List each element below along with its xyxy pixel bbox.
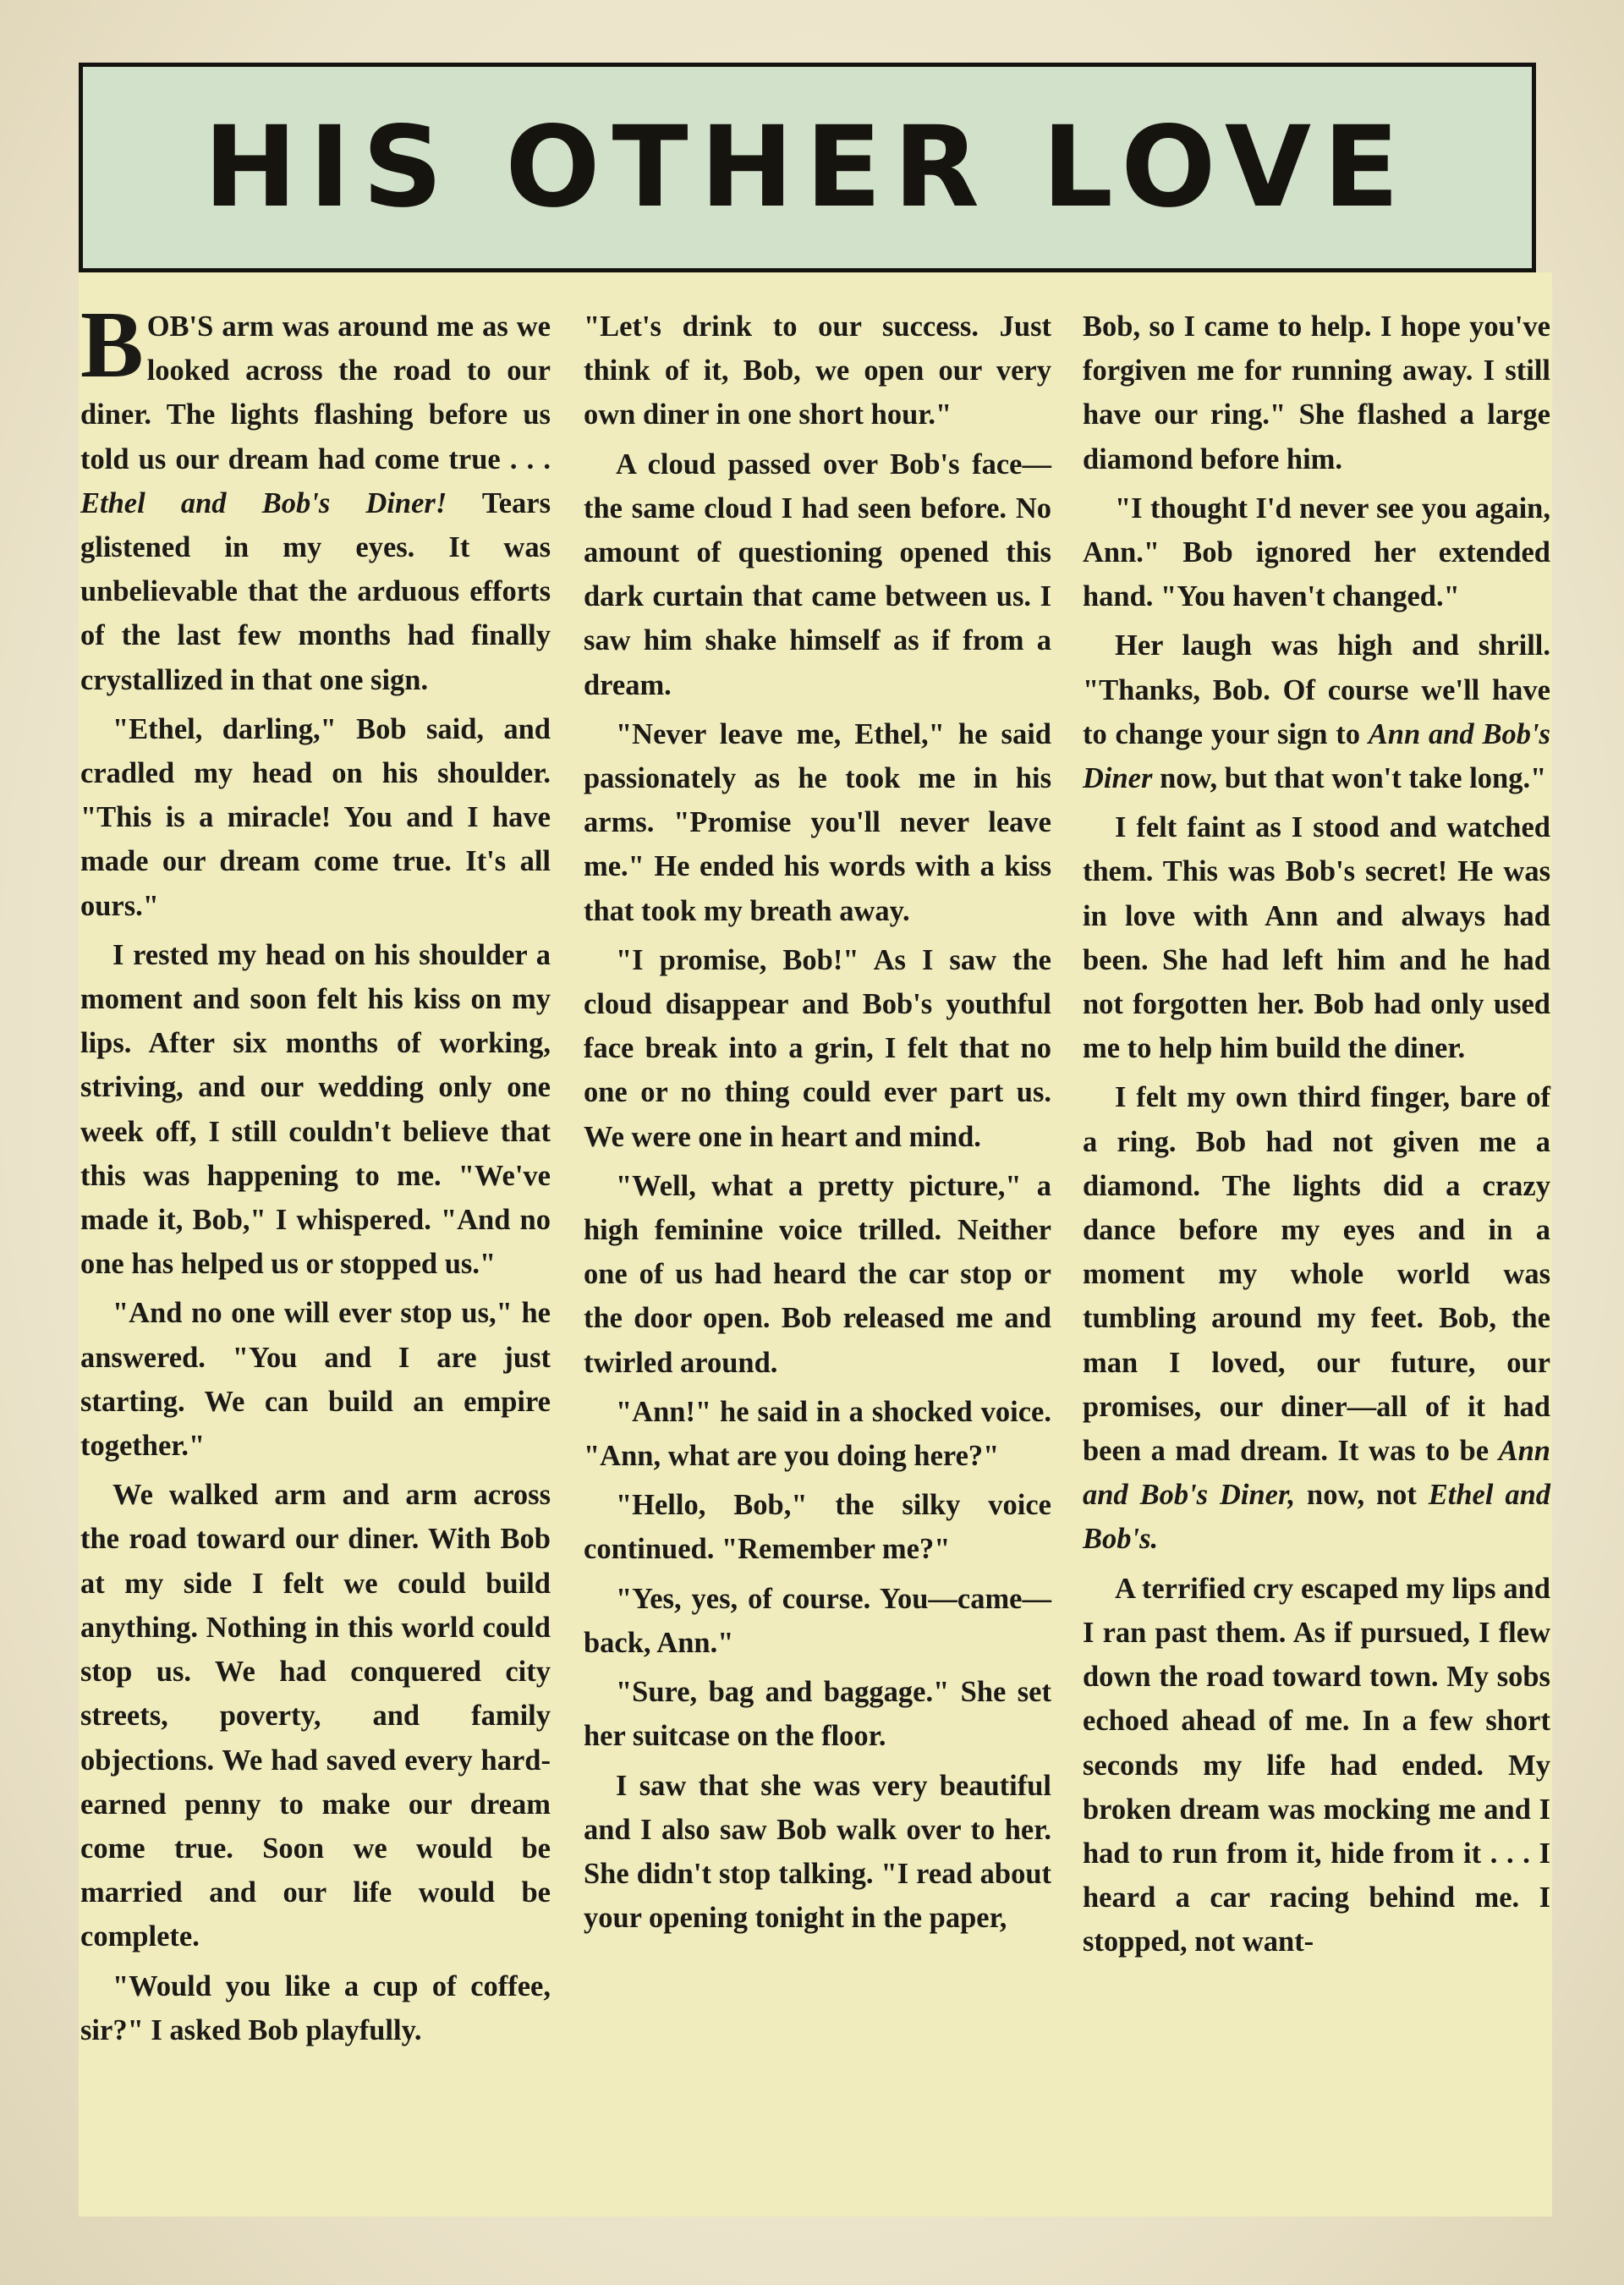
paragraph-text: "Yes, yes, of course. You—came—back, Ann." <box>584 1582 1051 1659</box>
paragraph-text: "Ann!" he said in a shocked voice. "Ann, what are you doing here?" <box>584 1395 1051 1473</box>
paragraph-text: "I thought I'd never see you again, Ann." Bob ignored her extended hand. "You haven't changed." <box>1083 492 1550 613</box>
italic-text: Ann and Bob's Diner, <box>1083 1435 1550 1512</box>
story-paragraph <box>1083 623 1550 800</box>
story-paragraph <box>80 1473 551 1958</box>
paragraph-text: A terrified cry escaped my lips and I ran past them. As if pursued, I flew down the road toward town. My sobs echoed ahead of me. In a few short seconds my life had ended. My broken dream was mocking me and I had to run from it, hide from it . . . I heard a car racing behind me. I stopped, not want- <box>1083 1572 1550 1958</box>
story-paragraph <box>584 938 1051 1159</box>
story-paragraph <box>80 293 551 702</box>
paragraph-text: "Sure, bag and baggage." She set her suitcase on the floor. <box>584 1676 1051 1753</box>
story-column-2 <box>584 305 1051 1945</box>
story-paragraph <box>1083 1567 1550 1964</box>
paragraph-text: now, not <box>1295 1479 1429 1512</box>
italic-text: Ann and Bob's Diner <box>1083 717 1550 795</box>
story-paragraph <box>584 442 1051 707</box>
story-paragraph <box>584 1577 1051 1665</box>
story-paragraph <box>1083 305 1550 481</box>
paragraph-text: "Hello, Bob," the silky voice continued. "Remember me?" <box>584 1489 1051 1566</box>
story-paragraph <box>80 1964 551 2052</box>
paragraph-text: "And no one will ever stop us," he answered. "You and I are just starting. We can build an empire together." <box>80 1297 551 1463</box>
story-paragraph <box>80 707 551 928</box>
italic-text: Ethel and Bob's Diner! <box>80 486 447 519</box>
story-paragraph <box>584 1670 1051 1758</box>
story-paragraph <box>584 1390 1051 1478</box>
paragraph-text: Tears glistened in my eyes. It was unbelievable that the arduous efforts of the last few months had finally crystallized in that one sign. <box>80 486 551 696</box>
paragraph-text: "Let's drink to our success. Just think of it, Bob, we open our very own diner in one short hour." <box>584 310 1051 431</box>
paragraph-text: We walked arm and arm across the road toward our diner. With Bob at my side I felt we could build anything. Nothing in this world could stop us. We had conquered city streets, poverty, and family objections. We had saved every hard-earned penny to make our dream come true. Soon we would be married and our life would be complete. <box>80 1479 551 1953</box>
paragraph-text: A cloud passed over Bob's face—the same cloud I had seen before. No amount of questioning opened this dark curtain that came between us. I saw him shake himself as if from a dream. <box>584 448 1051 701</box>
story-paragraph <box>80 933 551 1287</box>
drop-cap: B <box>80 293 144 398</box>
story-paragraph <box>584 1164 1051 1385</box>
story-paragraph <box>1083 486 1550 619</box>
paragraph-text: "Never leave me, Ethel," he said passionately as he took me in his arms. "Promise you'll never leave me." He ended his words with a kiss that took my breath away. <box>584 717 1051 927</box>
paragraph-text: "Well, what a pretty picture," a high feminine voice trilled. Neither one of us had heard the car stop or the door open. Bob released me and twirled around. <box>584 1169 1051 1379</box>
paragraph-text: I felt my own third finger, bare of a ring. Bob had not given me a diamond. The lights did a crazy dance before my eyes and in a moment my whole world was tumbling around my feet. Bob, the man I loved, our future, our promises, our diner—all of it had been a mad dream. It was to be <box>1083 1081 1550 1468</box>
paragraph-text: OB'S arm was around me as we looked across the road to our diner. The lights flashing before us told us our dream had come true . . . <box>80 310 551 475</box>
story-paragraph <box>1083 1075 1550 1561</box>
story-paragraph <box>584 1483 1051 1571</box>
story-column-1 <box>80 293 551 2057</box>
paragraph-text: "Would you like a cup of coffee, sir?" I asked Bob playfully. <box>80 1969 551 2046</box>
paragraph-text: Her laugh was high and shrill. "Thanks, Bob. Of course we'll have to change your sign to <box>1083 629 1550 750</box>
italic-text: Ethel and Bob's. <box>1083 1479 1551 1556</box>
story-paragraph <box>584 305 1051 437</box>
story-paragraph <box>1083 805 1550 1070</box>
story-title: HIS OTHER LOVE <box>203 102 1412 233</box>
paragraph-text: I felt faint as I stood and watched them. This was Bob's secret! He was in love with Ann and always had been. She had left him and he had not forgotten her. Bob had only used me to help him build the diner. <box>1083 811 1550 1065</box>
story-paragraph <box>584 712 1051 933</box>
paragraph-text: I rested my head on his shoulder a moment and soon felt his kiss on my lips. After six months of working, striving, and our wedding only one week off, I still couldn't believe that this was happening to me. "We've made it, Bob," I whispered. "And no one has helped us or stopped us." <box>80 938 551 1281</box>
story-paragraph <box>80 1291 551 1468</box>
paragraph-text: I saw that she was very beautiful and I also saw Bob walk over to her. She didn't stop talking. "I read about your opening tonight in the paper, <box>584 1769 1051 1935</box>
paragraph-text: Bob, so I came to help. I hope you've forgiven me for running away. I still have our ring." She flashed a large diamond before him. <box>1083 310 1550 475</box>
title-banner <box>79 63 1536 272</box>
paragraph-text: "Ethel, darling," Bob said, and cradled my head on his shoulder. "This is a miracle! You and I have made our dream come true. It's all ours." <box>80 712 551 922</box>
story-column-3 <box>1083 305 1550 1969</box>
story-paragraph <box>584 1764 1051 1941</box>
paragraph-text: now, but that won't take long." <box>1152 762 1547 795</box>
paragraph-text: "I promise, Bob!" As I saw the cloud disappear and Bob's youthful face break into a grin, I felt that no one or no thing could ever part us. We were one in heart and mind. <box>584 943 1051 1153</box>
